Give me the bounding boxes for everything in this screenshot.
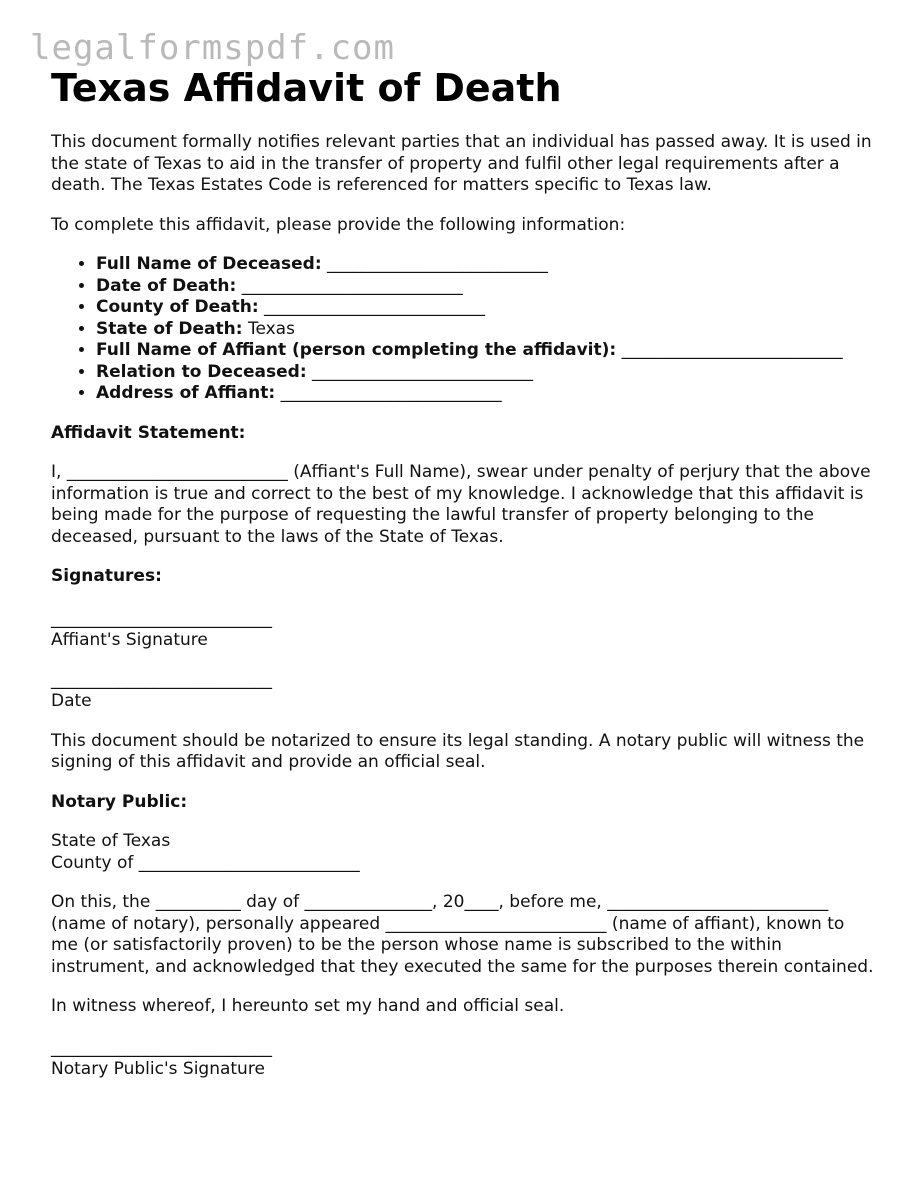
notary-acknowledgment: On this, the __________ day of _______________, 20____, before me, __________________________ (name of notary), personally appeared __________________________ (name of affiant), known to me (or satisfactorily proven) to be the person whose name is subscribed to the within instrument, and acknowledged that they executed the same for the purposes therein contained.	[51, 892, 874, 977]
list-item	[96, 276, 876, 298]
field-value: __________________________	[312, 361, 534, 382]
affiant-signature-label: Affiant's Signature	[51, 630, 208, 650]
field-value: __________________________	[280, 383, 502, 403]
intro-paragraph: This document formally notifies relevant parties that an individual has passed away. It is used in the state of Texas to aid in the transfer of property and fulfil other legal requirements after a death. The Texas Estates Code is referenced for matters specific to Texas law.	[51, 132, 872, 195]
notary-venue	[51, 831, 876, 874]
field-value: __________________________	[264, 297, 486, 317]
field-label: Full Name of Deceased:	[96, 254, 322, 274]
notary-signature-line: __________________________	[51, 1037, 272, 1058]
notary-signature-block	[51, 1038, 876, 1081]
information-fields-list	[51, 254, 876, 405]
date-line: __________________________	[51, 669, 272, 690]
affidavit-statement-text: I, __________________________ (Affiant's Full Name), swear under penalty of perjury that the above information is true and correct to the best of my knowledge. I acknowledge that this affidavit is being made for the purpose of requesting the lawful transfer of property belonging to the deceased, pursuant to the laws of the State of Texas.	[51, 462, 871, 547]
signatures-heading: Signatures:	[51, 566, 162, 586]
field-label: Date of Death:	[96, 275, 237, 296]
affidavit-statement-heading: Affidavit Statement:	[51, 422, 246, 443]
document-page	[51, 64, 876, 1081]
field-label: Address of Affiant:	[96, 383, 276, 403]
date-signature-block	[51, 670, 876, 713]
list-item	[96, 254, 876, 276]
field-value: __________________________	[327, 254, 549, 274]
field-value: __________________________	[241, 275, 463, 296]
field-value: __________________________	[621, 340, 843, 360]
field-label: Relation to Deceased:	[96, 361, 307, 382]
notary-county: County of __________________________	[51, 852, 360, 873]
list-item	[96, 340, 876, 362]
page-title: Texas Affidavit of Death	[51, 66, 562, 110]
field-label: County of Death:	[96, 297, 259, 317]
field-label: Full Name of Affiant (person completing the affidavit):	[96, 340, 617, 360]
notary-witness-statement: In witness whereof, I hereunto set my hand and official seal.	[51, 996, 565, 1016]
affiant-signature-line: __________________________	[51, 608, 272, 629]
date-label: Date	[51, 691, 92, 711]
affiant-signature-block	[51, 609, 876, 652]
notary-signature-label: Notary Public's Signature	[51, 1059, 265, 1079]
field-value: Texas	[247, 318, 295, 339]
field-label: State of Death:	[96, 318, 243, 339]
notary-state: State of Texas	[51, 831, 171, 851]
list-item	[96, 383, 876, 405]
list-item	[96, 297, 876, 319]
instructions-paragraph: To complete this affidavit, please provide the following information:	[51, 214, 626, 235]
watermark: legalformspdf.com	[30, 28, 395, 68]
notarize-note: This document should be notarized to ensure its legal standing. A notary public will witness the signing of this affidavit and provide an official seal.	[51, 730, 865, 772]
list-item	[96, 319, 876, 341]
list-item	[96, 362, 876, 384]
notary-heading: Notary Public:	[51, 791, 188, 812]
